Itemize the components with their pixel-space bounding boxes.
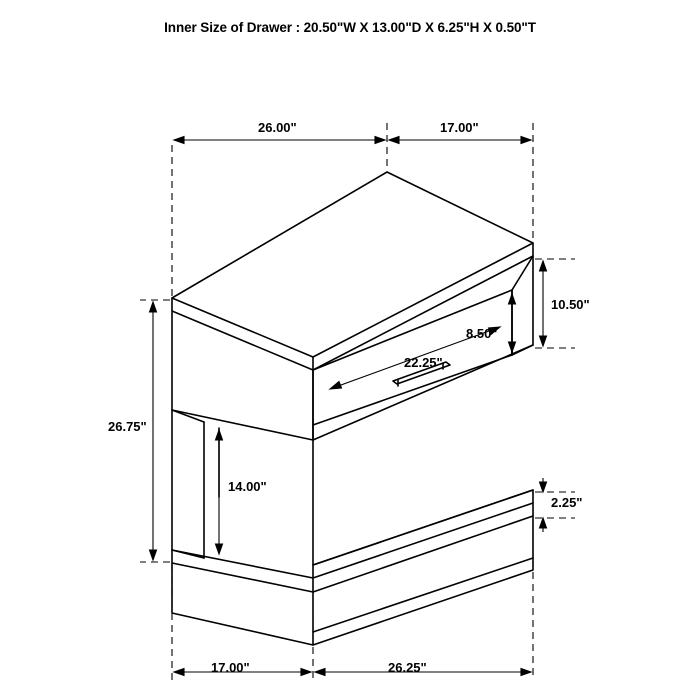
dim-right-1050 bbox=[540, 261, 547, 346]
dim-label-overall-height: 26.75" bbox=[108, 419, 147, 434]
dim-label-bottom-right: 26.25" bbox=[388, 660, 427, 675]
dim-top-left bbox=[174, 137, 385, 144]
top-panel-front-edge bbox=[172, 298, 313, 370]
dim-base-225 bbox=[540, 478, 547, 532]
base-top-surface-right bbox=[313, 490, 533, 578]
dim-label-base-thickness: 2.25" bbox=[551, 495, 583, 510]
base-plinth-left bbox=[172, 563, 313, 645]
right-side-bottom-bevel bbox=[512, 345, 533, 355]
dim-label-bottom-left: 17.00" bbox=[211, 660, 250, 675]
base-right-thickness bbox=[313, 503, 533, 592]
base-front-top bbox=[172, 550, 313, 578]
dim-label-top-right: 17.00" bbox=[440, 120, 479, 135]
dim-label-right-upper: 10.50" bbox=[551, 297, 590, 312]
dim-shelf-1400 bbox=[216, 430, 223, 554]
right-side-panel bbox=[313, 256, 533, 440]
dim-top-right bbox=[389, 137, 531, 144]
dim-label-drawer-width: 22.25" bbox=[404, 355, 443, 370]
dim-label-drawer-diagonal: 8.50" bbox=[466, 326, 498, 341]
dim-drawer-850 bbox=[509, 294, 516, 352]
dim-label-shelf-height: 14.00" bbox=[228, 479, 267, 494]
page-title: Inner Size of Drawer : 20.50"W X 13.00"D X 6.25"H X 0.50"T bbox=[164, 20, 536, 35]
left-side-panel bbox=[172, 311, 313, 440]
base-plinth-line bbox=[313, 558, 533, 632]
top-panel-right-edge bbox=[313, 243, 533, 370]
dim-left-2675 bbox=[150, 302, 157, 560]
base-front-thickness bbox=[172, 550, 313, 592]
dim-label-top-left: 26.00" bbox=[258, 120, 297, 135]
